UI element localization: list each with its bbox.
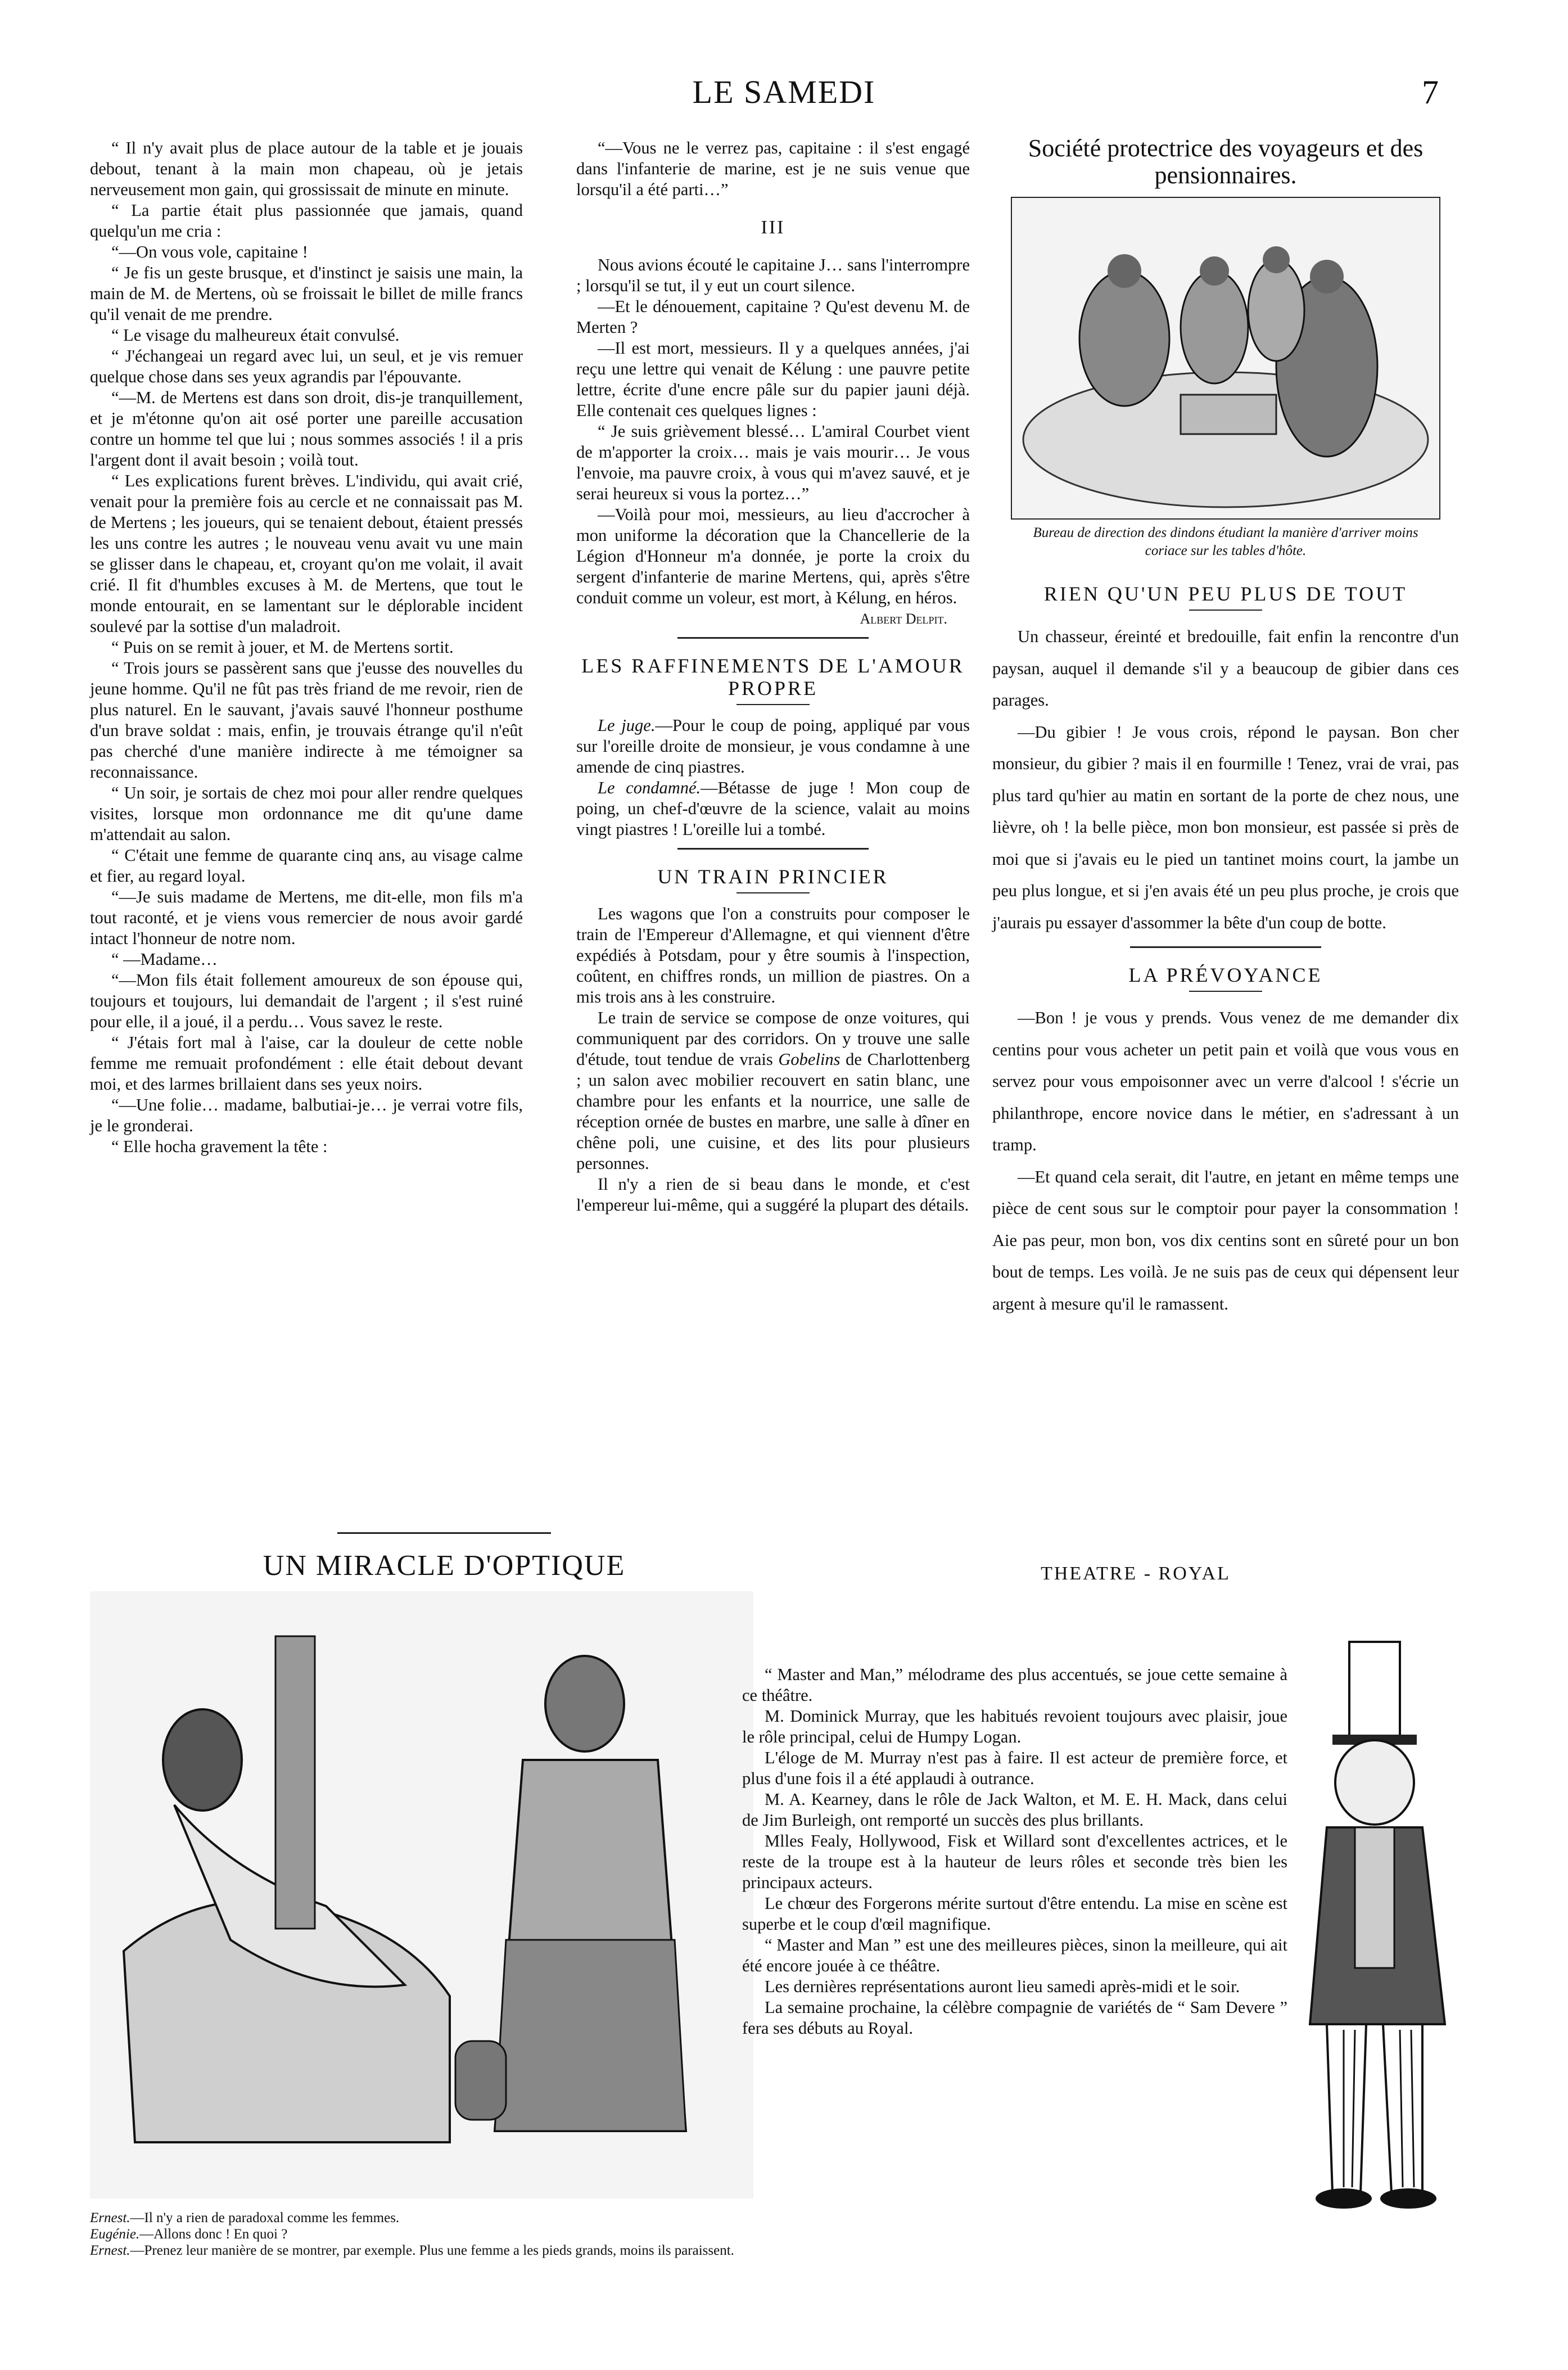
section-title-train: UN TRAIN PRINCIER	[657, 865, 889, 888]
paragraph: Les dernières représentations auront lieu samedi après-midi et le soir.	[765, 1977, 1240, 1996]
illustration-caption: Bureau de direction des dindons étudiant la manière d'arriver moins coriace sur les tables d'hôte.	[1033, 525, 1418, 558]
paragraph: Les wagons que l'on a construits pour composer le train de l'Empereur d'Allemagne, et qui viennent d'être expédiés à Potsdam, pour y être soumis à l'inspection, coûtent, en chiffres ronds, un million de piastres. On a mis trois ans à les construire.	[576, 904, 970, 1006]
column-1	[90, 138, 523, 1157]
paragraph: Il n'y a rien de si beau dans le monde, et c'est l'empereur lui-même, qui a suggéré la plupart des détails.	[576, 1175, 970, 1215]
caption-line: Eugénie.—Allons donc ! En quoi ?	[90, 2227, 288, 2242]
paragraph	[576, 715, 970, 778]
column-2	[576, 138, 970, 1216]
speech: —Pour le coup de poing, appliqué par vous sur l'oreille droite de monsieur, je vous condamne à une amende de cinq piastres.	[576, 716, 970, 777]
paragraph: “ C'était une femme de quarante cinq ans, au visage calme et fier, au regard loyal.	[90, 846, 523, 886]
paragraph: Un chasseur, éreinté et bredouille, fait enfin la rencontre d'un paysan, auquel il demande s'il y a beaucoup de gibier dans ces parages.	[992, 627, 1459, 710]
paragraph: “ Puis on se remit à jouer, et M. de Mertens sortit.	[111, 638, 454, 657]
actor-illustration	[1287, 1631, 1467, 2227]
caption-line: Ernest.—Il n'y a rien de paradoxal comme les femmes.	[90, 2210, 400, 2225]
newspaper-title: LE SAMEDI	[692, 74, 876, 110]
paragraph: Le chœur des Forgerons mérite surtout d'être entendu. La mise en scène est superbe et le coup d'œil magnifique.	[742, 1894, 1287, 1934]
couple-drawing	[90, 1591, 753, 2199]
paragraph: “ J'échangeai un regard avec lui, un seul, et je vis remuer quelque chose dans ses yeux agrandis par l'épouvante.	[90, 346, 523, 386]
paragraph: L'éloge de M. Murray n'est pas à faire. Il est acteur de première force, et plus d'une fois il a été applaudi à outrance.	[742, 1748, 1287, 1788]
miracle-captions	[90, 2210, 748, 2259]
italic-term: Gobelins	[778, 1050, 841, 1069]
paragraph: “—Une folie… madame, balbutiai-je… je verrai votre fils, je le gronderai.	[90, 1095, 523, 1135]
speech: —Bétasse de juge ! Mon coup de poing, un chef-d'œuvre de la science, valait au moins vingt piastres ! L'oreille lui a tombé.	[576, 778, 970, 839]
section-title-miracle: UN MIRACLE D'OPTIQUE	[263, 1550, 626, 1582]
paragraph: “—Vous ne le verrez pas, capitaine : il s'est engagé dans l'infanterie de marine, est je ne suis venue que lorsqu'il a été parti…”	[576, 138, 970, 199]
paragraph: “ Je fis un geste brusque, et d'instinct je saisis une main, la main de M. de Mertens, où se froissait le billet de mille francs qu'il venait de me prendre.	[90, 263, 523, 324]
turkeys-drawing	[1012, 198, 1439, 518]
actor-drawing	[1287, 1631, 1467, 2227]
paragraph: —Et quand cela serait, dit l'autre, en jetant en même temps une pièce de cent sous sur le comptoir pour payer la consommation ! Aie pas peur, mon bon, vos dix centins sont en sûreté pour un bon bout de temps. Les voilà. Je ne suis pas de ceux qui dépensent leur argent à mesure qu'il le ramassent.	[992, 1167, 1459, 1313]
paragraph: “ Un soir, je sortais de chez moi pour aller rendre quelques visites, lorsque mon ordonnance me dit qu'une dame m'attendait au salon.	[90, 783, 523, 844]
divider	[1189, 991, 1262, 992]
section-title-prevoyance: LA PRÉVOYANCE	[1128, 964, 1323, 986]
paragraph: Le train de service se compose de onze voitures, qui communiquent par des corridors. On y trouve une salle d'étude, tout tendue de vrais Gobelins de Charlottenberg ; un salon avec mobilier recouvert en satin blanc, une chambre pour les enfants et la nourrice, une salle de réception ornée de bustes en marbre, une salle à dîner en chêne poli, une cuisine, et des lits pour plusieurs personnes.	[576, 1008, 970, 1173]
paragraph: “ Le visage du malheureux était convulsé.	[111, 326, 400, 345]
paragraph: “ Master and Man ” est une des meilleures pièces, sinon la meilleure, qui ait été encore jouée à ce théâtre.	[742, 1935, 1287, 1975]
illustration-title: Société protectrice des voyageurs et des pensionnaires.	[1028, 134, 1424, 189]
paragraph: Nous avions écouté le capitaine J… sans l'interrompre ; lorsqu'il se tut, il y eut un court silence.	[576, 255, 970, 295]
paragraph: “ —Madame…	[111, 950, 218, 969]
divider	[1189, 610, 1262, 611]
paragraph: M. Dominick Murray, que les habitués revoient toujours avec plaisir, joue le rôle principal, celui de Humpy Logan.	[742, 1707, 1287, 1746]
paragraph: La semaine prochaine, la célèbre compagnie de variétés de “ Sam Devere ” fera ses débuts au Royal.	[742, 1998, 1287, 2038]
divider	[677, 848, 869, 850]
paragraph	[576, 778, 970, 840]
paragraph: —Voilà pour moi, messieurs, au lieu d'accrocher à mon uniforme la décoration que la Chancellerie de la Légion d'Honneur m'a donnée, je porte la croix du sergent d'infanterie de marine Mertens, qui, après s'être conduit comme un voleur, est mort, à Kélung, en héros.	[576, 505, 970, 607]
speaker: Le juge.	[598, 716, 656, 735]
paragraph: “ Je suis grièvement blessé… L'amiral Courbet vient de m'apporter la croix… mais je vais mourir… Je vous l'envoie, ma pauvre croix, à vous qui m'avez sauvé, et je serai heureux si vous la portez…”	[576, 422, 970, 503]
paragraph: —Du gibier ! Je vous crois, répond le paysan. Bon cher monsieur, du gibier ? mais il en fourmille ! Tenez, vrai de vrai, pas plus tard qu'hier au matin en sortant de la porte de chez nous, une lièvre, oh ! la belle pièce, mon bon monsieur, est passée si près de moi que si j'avais eu le pied un tantinet moins court, la jambe un peu plus longue, et si j'en avais été un peu plus proche, je crois que j'aurais pu essayer d'assommer la bête d'un coup de botte.	[992, 722, 1459, 932]
paragraph: “ La partie était plus passionnée que jamais, quand quelqu'un me cria :	[90, 201, 523, 241]
caption-line: Ernest.—Prenez leur manière de se montrer, par exemple. Plus une femme a les pieds grands, moins ils paraissent.	[90, 2243, 734, 2258]
paragraph: M. A. Kearney, dans le rôle de Jack Walton, et M. E. H. Mack, dans celui de Jim Burleigh, ont remporté un succès des plus brillants.	[742, 1790, 1287, 1830]
paragraph: —Bon ! je vous y prends. Vous venez de me demander dix centins pour vous acheter un petit pain et voilà que vous vous en servez pour vous empoisonner avec un verre d'alcool ! s'écrie un philanthrope, encore novice dans le métier, en s'adressant à un tramp.	[992, 1008, 1459, 1154]
divider	[736, 892, 810, 893]
page-number: 7	[1422, 74, 1439, 111]
paragraph: “ Les explications furent brèves. L'individu, qui avait crié, venait pour la première fois au cercle et ne connaissait pas M. de Mertens ; les joueurs, qui se tenaient debout, étaient pressés les uns contre les autres ; le nouveau venu avait vu une main se glisser dans le chapeau, et, croyant qu'on me volait, il avait crié. Il fit d'humbles excuses à M. de Mertens, que tout le monde entourait, en se lamentant sur le déplorable incident soulevé par la sottise d'un maladroit.	[90, 471, 523, 636]
paragraph: “ J'étais fort mal à l'aise, car la douleur de cette noble femme me remuait profondément : elle était debout devant moi, et des larmes brillaient dans ses yeux noirs.	[90, 1033, 523, 1094]
paragraph: —Il est mort, messieurs. Il y a quelques années, j'ai reçu une lettre qui venait de Kélung : une pauvre petite lettre, écrite d'une encre pâle sur du papier jauni déjà. Elle contenait ces quelques lignes :	[576, 338, 970, 420]
turkeys-illustration	[1011, 197, 1440, 520]
chapter-number: III	[761, 217, 785, 238]
section-title-rien: RIEN QU'UN PEU PLUS DE TOUT	[1043, 583, 1408, 605]
section-title-raffinements: LES RAFFINEMENTS DE L'AMOUR PROPRE	[581, 654, 965, 699]
paragraph: “ Trois jours se passèrent sans que j'eusse des nouvelles du jeune homme. Qu'il ne fût pas très friand de me revoir, rien de plus naturel. En le sauvant, j'avais sauvé l'honneur posthume d'un brave soldat : mais, enfin, je trouvais étrange qu'il n'eût pas cherché d'une manière indirecte à me témoigner sa reconnaissance.	[90, 658, 523, 782]
column-3	[992, 135, 1459, 1320]
paragraph: “—On vous vole, capitaine !	[111, 242, 308, 261]
paragraph: “ Elle hocha gravement la tête :	[111, 1137, 328, 1156]
divider	[337, 1532, 551, 1534]
paragraph: “—M. de Mertens est dans son droit, dis-je tranquillement, et je m'étonne qu'on ait osé porter une pareille accusation contre un homme tel que lui ; nous sommes associés ! il a pris l'argent dont il avait besoin ; voilà tout.	[90, 388, 523, 470]
divider	[736, 704, 810, 705]
paragraph: Mlles Fealy, Hollywood, Fisk et Willard sont d'excellentes actrices, et le reste de la troupe est à la hauteur de leurs rôles et seconde très bien les principaux acteurs.	[742, 1831, 1287, 1892]
paragraph: “—Je suis madame de Mertens, me dit-elle, mon fils m'a tout raconté, et je viens vous remercier de nous avoir gardé intact l'honneur de notre nom.	[90, 887, 523, 948]
divider	[1130, 946, 1321, 948]
paragraph: “—Mon fils était follement amoureux de son épouse qui, toujours et toujours, lui demandait de l'argent ; il s'est ruiné pour elle, il a joué, il a perdu… Vous savez le reste.	[90, 970, 523, 1031]
theatre-article	[742, 1664, 1287, 2039]
paragraph: “ Il n'y avait plus de place autour de la table et je jouais debout, tenant à la main mon chapeau, où je jetais nerveusement mon gain, qui grossissait de minute en minute.	[90, 138, 523, 199]
paragraph: “ Master and Man,” mélodrame des plus accentués, se joue cette semaine à ce théâtre.	[742, 1665, 1287, 1705]
paragraph: —Et le dénouement, capitaine ? Qu'est devenu M. de Merten ?	[576, 297, 970, 337]
divider	[677, 637, 869, 639]
miracle-illustration	[90, 1591, 753, 2199]
section-title-theatre: THEATRE - ROYAL	[1041, 1563, 1231, 1584]
author-signature: Albert Delpit.	[860, 611, 947, 627]
speaker: Le condamné.	[598, 778, 701, 797]
